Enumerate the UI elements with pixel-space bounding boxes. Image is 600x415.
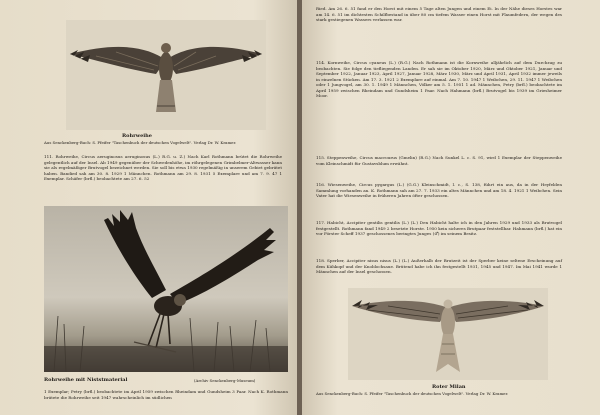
marsh-harrier-photo — [44, 206, 288, 372]
species-entry-continued: 1 Exemplar; Petry (brfl.) beobachtete im April 1959 zwischen Rheindam und Gundsheim 3 Paar. Nach K. Rothmann brütete die Rohrweihe seit 1947 wahrscheinlich im südlichen — [44, 389, 288, 400]
marsh-harrier-illustration — [66, 20, 266, 130]
species-entry-111: 111. Rohrweihe, Circus aeruginosus aeruginosus (L.) R.G. u. Z.) Nach Karl Rothmann brütet die Rohrweihe gelegentlich auf der Insel. Ab 1949 gegenüber der Schwedenhöhe, im röhrgelegenen Grimbelmer-Altwasser kann sie als regelmäßiger Brutvogel bezeichnet werden. Sie soll bis etwa 1930 regelmäßig in unserem Gebiet gebrütet haben. Bandied sah am 30. 8. 1929 1 Männchen. Rothmann am 29. 8. 1931 5 Exemplare und am 7. 9. 47 1 Exemplar. Schäfer (brfl.) beobachtete am 27. 6. 52 — [44, 154, 282, 182]
figure-title: Rohrweihe — [122, 133, 152, 139]
right-page — [302, 0, 600, 415]
figure-source: Aus Senckenberg-Buch: S. Pfeifer "Taschenbuch der deutschen Vogelwelt". Verlag Dr. W. Kramer. — [44, 140, 237, 145]
red-kite-illustration — [348, 288, 548, 380]
species-entry-116: 116. Wiesenweihe, Circus pygargus (L.) (G.G.) Kleinschmidt, l. c., S. 138, führt ein aus, da in der Heyfelden Sammlung vorhanden an. K. Rothmann sah am 27. 7. 1933 ein altes Männchen und am 18. 4. 1921 1 Weibchen. Sein Vater hat die Wiesenweihe in früheren Jahren öfter geschossen. — [316, 182, 562, 199]
bird-drawing-icon — [66, 20, 266, 130]
flying-bird-photo-icon — [44, 206, 288, 372]
figure-source: Aus Senckenberg-Buch: S. Pfeifer "Taschenbuch der deutschen Vogelwelt". Verlag Dr. W. Kramer. — [316, 391, 509, 396]
figure-title: Roter Milan — [432, 384, 466, 390]
bird-drawing-icon — [348, 288, 548, 380]
photo-title: Rohrweihe mit Niststmaterial — [44, 377, 128, 383]
species-entry-117: 117. Habicht, Accipiter gentilis gentilis (L.) (L.) Den Habicht halte ich in den Jahren 1929 und 1933 als Brutvogel festgestellt. Rothmann fand 1949 2 besetzte Horste. 1950 kein sicheres Brutpaar feststellbar. Hahmann (brfl.) hat ein vor Förster Scheff 1937 geschossenes beringtes Junges (♂) im seinem Besitz. — [316, 220, 562, 237]
photo-source: (Archiv Senckenberg-Museum) — [194, 378, 256, 383]
species-entry-114: 114. Kornweihe, Circus cyaneus (L.) (R.G.) Nach Rothmann ist die Kornweihe alljährlich auf dem Durchzug zu beobachten. Sie folge den tiefliegenden Landen. Er sah sie im Oktober 1920, März und Oktober 1921, Januar und September 1922, Januar 1923, April 1927, Januar 1928, März 1930, März und April 1931, April 1932 immer jeweils in einzelnen Stücken. Am 17. 3. 1921 2 Exemplare auf einmal. Am 7. 10. 1947 1 Weibchen, 29. 11. 1947 1 Weibchen oder 1 Jungvogel, am 30. 1. 1949 1 Männchen, Völker am 5. 1. 1951 1 ad. Männchen, Petry (brfl.) beobachtete im April 1959 zwischen Rheindam und Gundsheim 1 Paar. Nach Hahmann (brfl.) Brutvogel bis 1939 im Griesheimer Moor. — [316, 60, 562, 99]
species-entry-continued-top: Ried. Am 26. 6. 51 fand er den Horst mit einem 5 Tage alten Jungen und einem Ei. In der Nähe dieses Horstes war am 14. 6. 51 im dichtesten Schilfbestand in über 80 cm tiefem Wasser einen Horst mit Flaumfedern, der wegen des stark gestiegenen Wassers verlassen war. — [316, 6, 562, 23]
left-page — [0, 0, 298, 415]
species-entry-115: 115. Steppenweihe, Circus macrourus (Gmelin) (R.G.) Nach Sunkel L. c. S. 91, wird 1 Exemplar der Steppenweihe vom Kleinschmidt für Gustavsblum erwähnt. — [316, 155, 562, 166]
species-entry-118: 118. Sperber, Accipiter nisus nisus (L.) (L.) Außerhalb der Brutzeit ist der Sperber keine seltene Erscheinung auf dem Kühkopf und der Knoblochsaue. Brütend habe ich ihn festgestellt 1931, 1945 und 1947. Im Mai 1941 wurde 1 Männchen auf der Insel geschossen. — [316, 258, 562, 275]
